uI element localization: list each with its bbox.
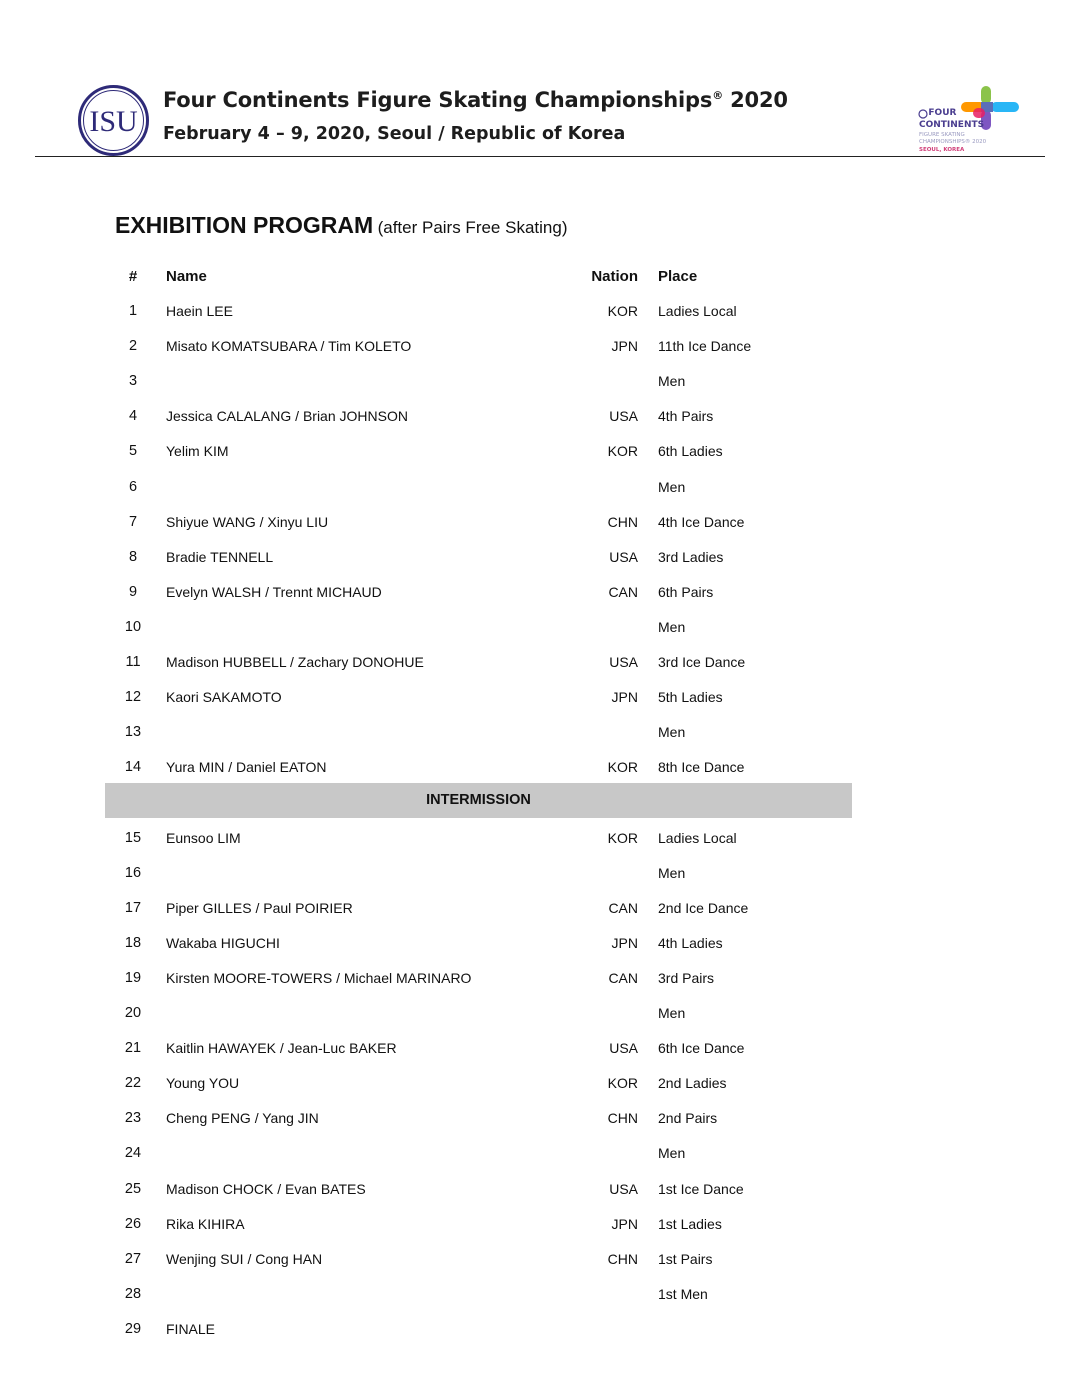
table-row	[0, 1312, 1080, 1347]
row-number: 19	[124, 969, 142, 986]
row-name: Evelyn WALSH / Trennt MICHAUD	[166, 583, 382, 600]
row-nation: JPN	[611, 689, 638, 706]
table-row	[0, 645, 1080, 680]
row-place: Men	[658, 864, 686, 881]
table-row	[0, 961, 1080, 996]
intermission-banner: INTERMISSION	[105, 783, 852, 818]
column-header-name: Name	[166, 268, 207, 285]
row-place: 1st Ice Dance	[658, 1180, 744, 1197]
row-name: Shiyue WANG / Xinyu LIU	[166, 513, 329, 530]
table-row	[0, 329, 1080, 364]
header-divider	[35, 156, 1045, 157]
row-number: 23	[124, 1110, 142, 1127]
row-place: 2nd Pairs	[658, 1110, 718, 1127]
row-place: Men	[658, 1145, 686, 1162]
row-place: 11th Ice Dance	[658, 338, 752, 355]
row-number: 2	[128, 338, 138, 355]
row-name: Kaitlin HAWAYEK / Jean-Luc BAKER	[166, 1040, 397, 1057]
row-number: 28	[124, 1285, 142, 1302]
row-place: 3rd Ladies	[658, 548, 724, 565]
row-place: Men	[658, 724, 686, 741]
row-nation: CHN	[607, 513, 638, 530]
row-number: 18	[124, 934, 142, 951]
row-nation: USA	[609, 1040, 638, 1057]
row-name: FINALE	[166, 1320, 216, 1337]
table-row	[0, 1172, 1080, 1207]
row-name: Madison HUBBELL / Zachary DONOHUE	[166, 654, 424, 670]
row-name: Bradie TENNELL	[166, 548, 274, 565]
table-row	[0, 294, 1080, 329]
row-place: 2nd Ladies	[658, 1075, 727, 1092]
row-nation: CAN	[608, 583, 638, 600]
row-name: Wakaba HIGUCHI	[166, 934, 280, 951]
row-place: Ladies Local	[658, 303, 737, 319]
fc-logo-line4: CHAMPIONSHIPS® 2020	[919, 139, 987, 145]
row-number: 15	[124, 829, 142, 846]
row-number: 29	[124, 1320, 142, 1337]
fc-logo-line1: FOUR	[928, 108, 957, 118]
row-place: Men	[658, 478, 686, 495]
championship-title	[163, 88, 788, 112]
table-row	[0, 821, 1080, 856]
row-place: Men	[658, 618, 686, 635]
fc-logo-line3: FIGURE SKATING	[919, 132, 965, 138]
table-row	[0, 715, 1080, 750]
registered-mark: ®	[712, 89, 723, 102]
row-nation: USA	[609, 1180, 638, 1197]
row-nation: KOR	[607, 1075, 638, 1092]
row-nation: USA	[609, 548, 638, 565]
championship-subtitle: February 4 – 9, 2020, Seoul / Republic of Korea	[163, 124, 626, 144]
document-header	[0, 0, 1080, 160]
row-name: Haein LEE	[166, 303, 233, 319]
row-nation: CAN	[608, 899, 638, 916]
row-place: 1st Ladies	[658, 1215, 722, 1232]
row-number: 22	[124, 1075, 142, 1092]
row-nation: JPN	[611, 934, 638, 951]
row-number: 8	[128, 548, 138, 565]
table-row	[0, 399, 1080, 434]
row-number: 6	[128, 478, 138, 495]
isu-logo	[77, 84, 150, 157]
row-number: 17	[124, 899, 142, 916]
isu-logo-text: ISU	[89, 105, 138, 138]
title-text: Four Continents Figure Skating Championships	[163, 88, 713, 112]
row-place: 6th Ice Dance	[658, 1040, 745, 1057]
row-nation: CHN	[607, 1110, 638, 1127]
row-number: 5	[128, 443, 138, 460]
row-name: Yura MIN / Daniel EATON	[166, 759, 327, 776]
table-row	[0, 364, 1080, 399]
table-row	[0, 996, 1080, 1031]
column-header-number: #	[128, 268, 138, 285]
row-place: 6th Pairs	[658, 583, 714, 600]
table-row	[0, 1101, 1080, 1136]
row-number: 7	[128, 513, 138, 530]
table-row	[0, 470, 1080, 505]
table-row	[0, 856, 1080, 891]
row-number: 3	[128, 373, 138, 390]
row-place: 8th Ice Dance	[658, 759, 745, 776]
row-number: 10	[124, 618, 142, 635]
row-nation: KOR	[607, 759, 638, 776]
table-row	[0, 540, 1080, 575]
row-place: 4th Pairs	[658, 408, 714, 425]
row-number: 26	[124, 1215, 142, 1232]
row-name: Yelim KIM	[166, 443, 229, 460]
row-place: 6th Ladies	[658, 443, 723, 460]
row-nation: USA	[609, 408, 638, 425]
row-number: 27	[124, 1250, 142, 1267]
row-name: Misato KOMATSUBARA / Tim KOLETO	[166, 338, 412, 355]
section-title-main: EXHIBITION PROGRAM	[115, 212, 374, 238]
row-nation: JPN	[611, 1215, 638, 1232]
row-nation: KOR	[607, 303, 638, 319]
row-name: Rika KIHIRA	[166, 1215, 245, 1232]
row-place: Ladies Local	[658, 829, 737, 846]
row-number: 14	[124, 759, 142, 776]
row-place: 4th Ladies	[658, 934, 723, 951]
table-row	[0, 680, 1080, 715]
row-name: Kaori SAKAMOTO	[166, 689, 282, 706]
row-number: 20	[124, 1005, 142, 1021]
row-number: 1	[128, 303, 138, 319]
title-year: 2020	[730, 88, 788, 112]
table-row	[0, 1207, 1080, 1242]
row-place: 1st Men	[658, 1285, 708, 1302]
row-number: 21	[124, 1040, 142, 1057]
table-row	[0, 434, 1080, 469]
row-nation: JPN	[611, 338, 638, 355]
fc-logo-line2: CONTINENTS	[919, 120, 985, 130]
row-number: 13	[124, 724, 142, 741]
table-row	[0, 926, 1080, 961]
row-name: Kirsten MOORE-TOWERS / Michael MARINARO	[166, 969, 472, 986]
row-nation: CAN	[608, 969, 638, 986]
row-name: Jessica CALALANG / Brian JOHNSON	[166, 408, 408, 425]
row-number: 9	[128, 583, 138, 600]
column-header-nation: Nation	[591, 268, 638, 285]
column-header-place: Place	[658, 268, 698, 285]
fc-logo-line5: SEOUL, KOREA	[919, 147, 965, 153]
row-name: Madison CHOCK / Evan BATES	[166, 1180, 366, 1197]
row-place: Men	[658, 1005, 686, 1021]
row-number: 4	[128, 408, 138, 425]
table-row	[0, 505, 1080, 540]
table-row	[0, 1277, 1080, 1312]
row-place: 4th Ice Dance	[658, 513, 745, 530]
row-name: Young YOU	[166, 1075, 240, 1092]
row-number: 16	[124, 864, 142, 881]
row-nation: CHN	[607, 1250, 638, 1267]
row-place: Men	[658, 373, 686, 390]
row-nation: USA	[609, 654, 638, 670]
row-place: 3rd Ice Dance	[658, 654, 746, 670]
row-number: 12	[124, 689, 142, 706]
row-number: 25	[124, 1180, 142, 1197]
row-name: Cheng PENG / Yang JIN	[166, 1110, 319, 1127]
row-nation: KOR	[607, 443, 638, 460]
table-row	[0, 750, 1080, 785]
row-nation: KOR	[607, 829, 638, 846]
table-row	[0, 575, 1080, 610]
table-row	[0, 1242, 1080, 1277]
table-row	[0, 1066, 1080, 1101]
row-name: Piper GILLES / Paul POIRIER	[166, 899, 353, 916]
row-number: 24	[124, 1145, 142, 1162]
table-row	[0, 610, 1080, 645]
table-row	[0, 1031, 1080, 1066]
row-name: Wenjing SUI / Cong HAN	[166, 1250, 323, 1267]
row-place: 2nd Ice Dance	[658, 899, 749, 916]
section-title-sub: (after Pairs Free Skating)	[377, 218, 568, 237]
row-name: Eunsoo LIM	[166, 829, 241, 846]
table-row	[0, 1136, 1080, 1171]
row-number: 11	[125, 654, 141, 670]
row-place: 3rd Pairs	[658, 969, 715, 986]
row-place: 5th Ladies	[658, 689, 723, 706]
table-row	[0, 891, 1080, 926]
row-place: 1st Pairs	[658, 1250, 713, 1267]
section-title	[115, 212, 567, 239]
